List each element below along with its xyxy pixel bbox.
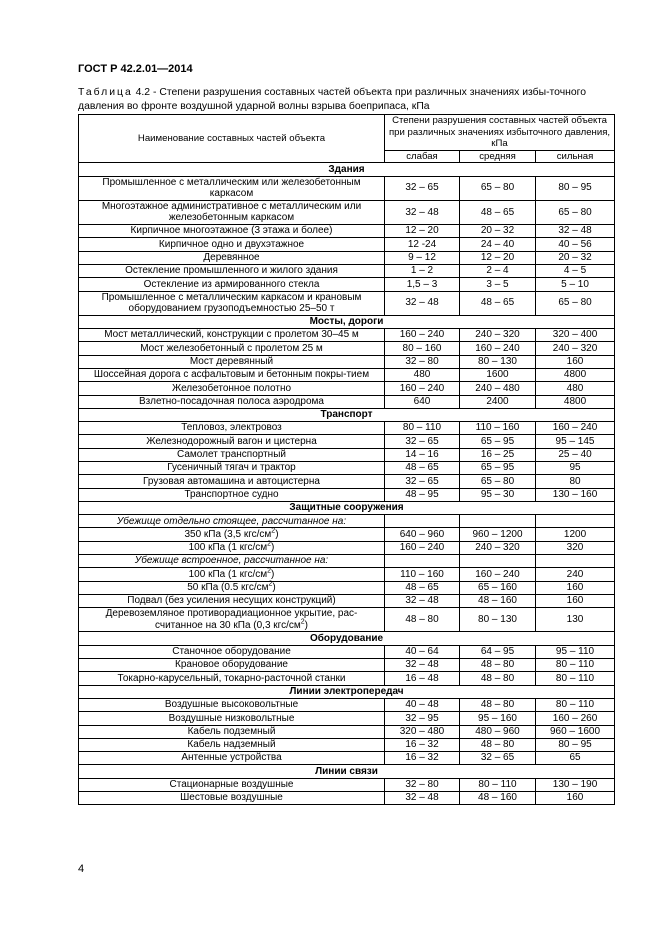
destruction-table (78, 114, 615, 805)
value-medium: 16 – 25 (460, 448, 536, 461)
section-header-row (79, 408, 615, 421)
value-medium: 32 – 65 (460, 752, 536, 765)
object-name-cell (79, 382, 385, 395)
table-row (79, 594, 615, 607)
value-medium: 64 – 95 (460, 645, 536, 658)
value-strong: 95 – 110 (536, 645, 615, 658)
value-strong: 80 – 110 (536, 698, 615, 711)
value-medium: 65 – 95 (460, 461, 536, 474)
unit-closing: ) (304, 619, 309, 631)
value-strong: 160 – 240 (536, 422, 615, 435)
table-row (79, 355, 615, 368)
section-title: Мосты, дороги (79, 315, 615, 328)
value-weak: 32 – 48 (385, 200, 460, 224)
unit-superscript: 2 (271, 527, 276, 535)
value-medium: 960 – 1200 (460, 528, 536, 541)
table-row (79, 541, 615, 554)
table-row (79, 422, 615, 435)
object-name-cell (79, 712, 385, 725)
object-name: Токарно-карусельный, токарно-расточной станки (117, 672, 346, 684)
object-name-cell (79, 752, 385, 765)
value-weak: 32 – 95 (385, 712, 460, 725)
column-header-name: Наименование составных частей объекта (79, 115, 385, 163)
object-name-cell (79, 448, 385, 461)
value-strong: 65 – 80 (536, 291, 615, 315)
value-strong: 320 – 400 (536, 329, 615, 342)
section-title: Здания (79, 163, 615, 176)
table-row (79, 672, 615, 685)
object-name: Стационарные воздушные (169, 779, 294, 791)
value-medium: 65 – 160 (460, 581, 536, 594)
object-name: Подвал (без усиления несущих конструкций) (127, 595, 336, 607)
document-header: ГОСТ Р 42.2.01—2014 (78, 63, 193, 75)
value-strong: 80 – 95 (536, 176, 615, 200)
value-medium: 12 – 20 (460, 251, 536, 264)
object-name: Грузовая автомашина и автоцистерна (143, 475, 320, 487)
value-medium: 48 – 160 (460, 792, 536, 805)
table-row (79, 778, 615, 791)
object-name-cell (79, 329, 385, 342)
object-name-cell (79, 608, 385, 632)
column-header-strong: сильная (536, 150, 615, 163)
value-weak: 640 – 960 (385, 528, 460, 541)
value-strong: 960 – 1600 (536, 725, 615, 738)
value-weak: 48 – 95 (385, 488, 460, 501)
section-header-row (79, 501, 615, 514)
object-name: Мост деревянный (189, 355, 274, 367)
table-row (79, 752, 615, 765)
object-name: Антенные устройства (181, 752, 282, 764)
unit-superscript: 2 (267, 540, 272, 548)
object-name-cell (79, 594, 385, 607)
section-title: Транспорт (79, 408, 615, 421)
object-name: Крановое оборудование (175, 659, 288, 671)
value-medium: 160 – 240 (460, 342, 536, 355)
value-medium: 48 – 80 (460, 738, 536, 751)
value-weak: 16 – 48 (385, 672, 460, 685)
object-name: Кирпичное многоэтажное (3 этажа и более) (130, 225, 333, 237)
value-weak: 32 – 48 (385, 594, 460, 607)
object-name-cell (79, 581, 385, 594)
value-weak: 14 – 16 (385, 448, 460, 461)
empty-cell (385, 515, 460, 528)
caption-word: Таблица (78, 87, 133, 98)
table-row (79, 395, 615, 408)
object-name-cell (79, 738, 385, 751)
object-name: Взлетно-посадочная полоса аэродрома (139, 395, 324, 407)
value-medium: 110 – 160 (460, 422, 536, 435)
empty-cell (536, 555, 615, 568)
value-weak: 48 – 65 (385, 581, 460, 594)
table-row (79, 251, 615, 264)
value-strong: 80 – 95 (536, 738, 615, 751)
value-strong: 65 (536, 752, 615, 765)
value-strong: 160 (536, 792, 615, 805)
value-weak: 48 – 65 (385, 461, 460, 474)
unit-closing: ) (275, 528, 279, 540)
value-medium: 48 – 80 (460, 672, 536, 685)
table-row (79, 264, 615, 277)
value-medium: 240 – 320 (460, 541, 536, 554)
section-header-row (79, 632, 615, 645)
value-medium: 80 – 110 (460, 778, 536, 791)
unit-superscript: 2 (267, 567, 272, 575)
section-title: Линии электропередач (79, 685, 615, 698)
object-name-cell (79, 355, 385, 368)
value-weak: 32 – 48 (385, 659, 460, 672)
value-medium: 480 – 960 (460, 725, 536, 738)
table-row (79, 608, 615, 632)
value-medium: 95 – 30 (460, 488, 536, 501)
object-name-cell (79, 264, 385, 277)
object-name-cell (79, 672, 385, 685)
object-name-cell (79, 778, 385, 791)
value-weak: 32 – 48 (385, 291, 460, 315)
unit-closing: ) (272, 582, 276, 593)
section-header-row (79, 315, 615, 328)
object-name-cell (79, 225, 385, 238)
value-strong: 95 (536, 461, 615, 474)
value-strong: 160 (536, 594, 615, 607)
value-strong: 40 – 56 (536, 238, 615, 251)
object-name: Шестовые воздушные (180, 792, 283, 804)
object-name-cell (79, 342, 385, 355)
table-row (79, 176, 615, 200)
table-row (79, 200, 615, 224)
object-name: 100 кПа (1 кгс/см (188, 568, 268, 580)
value-strong: 130 – 190 (536, 778, 615, 791)
object-name: Промышленное с металлическим или железобетонным каркасом (102, 176, 361, 200)
value-weak: 1,5 – 3 (385, 278, 460, 291)
object-name: Тепловоз, электровоз (181, 422, 282, 434)
value-weak: 32 – 65 (385, 176, 460, 200)
object-name: Деревоземляное противорадиационное укрытие, рас-считанное на 30 кПа (0,3 кгс/см (105, 608, 358, 631)
value-medium: 24 – 40 (460, 238, 536, 251)
value-medium: 48 – 80 (460, 659, 536, 672)
table-row (79, 238, 615, 251)
value-strong: 5 – 10 (536, 278, 615, 291)
value-strong: 4 – 5 (536, 264, 615, 277)
unit-closing: ) (271, 542, 275, 554)
table-row (79, 581, 615, 594)
value-strong: 130 – 160 (536, 488, 615, 501)
value-strong: 1200 (536, 528, 615, 541)
value-medium: 65 – 80 (460, 176, 536, 200)
object-name: 50 кПа (0.5 кгс/см (187, 582, 269, 593)
table-row (79, 488, 615, 501)
value-strong: 320 (536, 541, 615, 554)
column-header-medium: средняя (460, 150, 536, 163)
value-strong: 240 (536, 568, 615, 581)
object-name: Транспортное судно (184, 488, 279, 500)
object-name: Железобетонное полотно (171, 382, 292, 394)
value-weak: 32 – 80 (385, 778, 460, 791)
object-name-cell (79, 528, 385, 541)
value-weak: 80 – 160 (385, 342, 460, 355)
object-name-cell (79, 368, 385, 381)
value-medium: 240 – 320 (460, 329, 536, 342)
table-row (79, 342, 615, 355)
subsection-title: Убежище встроенное, рассчитанное на: (79, 555, 385, 568)
subsection-title: Убежище отдельно стоящее, рассчитанное на: (79, 515, 385, 528)
table-row (79, 329, 615, 342)
object-name-cell (79, 422, 385, 435)
table-row (79, 461, 615, 474)
object-name: Кабель подземный (187, 725, 276, 737)
value-medium: 80 – 130 (460, 355, 536, 368)
unit-superscript: 2 (300, 618, 305, 626)
object-name-cell (79, 395, 385, 408)
object-name-cell (79, 251, 385, 264)
object-name-cell (79, 475, 385, 488)
value-strong: 480 (536, 382, 615, 395)
value-medium: 65 – 80 (460, 475, 536, 488)
section-title: Оборудование (79, 632, 615, 645)
value-strong: 160 (536, 581, 615, 594)
object-name: 350 кПа (3,5 кгс/см (184, 528, 272, 540)
section-header-row (79, 685, 615, 698)
object-name-cell (79, 200, 385, 224)
table-row (79, 278, 615, 291)
section-title: Линии связи (79, 765, 615, 778)
value-medium: 20 – 32 (460, 225, 536, 238)
value-strong: 130 (536, 608, 615, 632)
table-row (79, 448, 615, 461)
value-medium: 240 – 480 (460, 382, 536, 395)
value-medium: 2 – 4 (460, 264, 536, 277)
object-name-cell (79, 541, 385, 554)
section-header-row (79, 765, 615, 778)
object-name: Кабель надземный (187, 739, 276, 751)
value-weak: 32 – 65 (385, 475, 460, 488)
value-strong: 80 (536, 475, 615, 488)
empty-cell (536, 515, 615, 528)
section-header-row (79, 163, 615, 176)
value-medium: 48 – 65 (460, 291, 536, 315)
object-name: Станочное оборудование (172, 646, 291, 658)
object-name-cell (79, 176, 385, 200)
value-medium: 65 – 95 (460, 435, 536, 448)
empty-cell (460, 515, 536, 528)
table-row (79, 792, 615, 805)
table-row (79, 698, 615, 711)
table-row (79, 568, 615, 581)
table-row (79, 225, 615, 238)
value-strong: 25 – 40 (536, 448, 615, 461)
value-weak: 40 – 64 (385, 645, 460, 658)
object-name: Мост железобетонный с пролетом 25 м (140, 342, 323, 354)
value-medium: 48 – 80 (460, 698, 536, 711)
table-row (79, 435, 615, 448)
empty-cell (460, 555, 536, 568)
subsection-row (79, 515, 615, 528)
value-weak: 12 -24 (385, 238, 460, 251)
object-name: Остекление промышленного и жилого здания (125, 265, 338, 277)
column-header-group: Степени разрушения составных частей объекта при различных значениях избыточного давления, кПа (385, 115, 615, 151)
value-weak: 16 – 32 (385, 752, 460, 765)
value-weak: 32 – 80 (385, 355, 460, 368)
empty-cell (385, 555, 460, 568)
object-name-cell (79, 488, 385, 501)
object-name: Самолет транспортный (177, 449, 286, 461)
table-row (79, 382, 615, 395)
value-strong: 160 (536, 355, 615, 368)
value-medium: 1600 (460, 368, 536, 381)
value-strong: 240 – 320 (536, 342, 615, 355)
object-name: Промышленное с металлическим каркасом и крановым оборудованием грузоподъемностью 25–50 т (101, 291, 362, 315)
object-name: Воздушные высоковольтные (164, 699, 299, 711)
value-weak: 40 – 48 (385, 698, 460, 711)
object-name: Воздушные низковольтные (168, 712, 295, 724)
value-weak: 640 (385, 395, 460, 408)
object-name-cell (79, 291, 385, 315)
value-weak: 1 – 2 (385, 264, 460, 277)
value-weak: 160 – 240 (385, 541, 460, 554)
value-weak: 80 – 110 (385, 422, 460, 435)
object-name: Шоссейная дорога с асфальтовым и бетонным покры-тием (93, 369, 370, 381)
value-strong: 20 – 32 (536, 251, 615, 264)
table-row (79, 712, 615, 725)
value-weak: 160 – 240 (385, 382, 460, 395)
object-name: 100 кПа (1 кгс/см (188, 542, 268, 554)
value-strong: 80 – 110 (536, 659, 615, 672)
object-name: Многоэтажное административное с металлическим или железобетонным каркасом (101, 200, 362, 224)
value-weak: 32 – 48 (385, 792, 460, 805)
object-name-cell (79, 461, 385, 474)
table-row (79, 368, 615, 381)
value-weak: 160 – 240 (385, 329, 460, 342)
object-name: Деревянное (203, 251, 260, 263)
object-name: Остекление из армированного стекла (143, 278, 320, 290)
value-strong: 95 – 145 (536, 435, 615, 448)
value-weak: 48 – 80 (385, 608, 460, 632)
value-medium: 160 – 240 (460, 568, 536, 581)
object-name-cell (79, 568, 385, 581)
value-strong: 4800 (536, 395, 615, 408)
table-row (79, 659, 615, 672)
object-name-cell (79, 659, 385, 672)
object-name-cell (79, 645, 385, 658)
unit-closing: ) (271, 568, 275, 580)
value-medium: 48 – 65 (460, 200, 536, 224)
value-medium: 95 – 160 (460, 712, 536, 725)
value-strong: 32 – 48 (536, 225, 615, 238)
object-name-cell (79, 698, 385, 711)
value-weak: 9 – 12 (385, 251, 460, 264)
table-row (79, 725, 615, 738)
value-weak: 16 – 32 (385, 738, 460, 751)
section-title: Защитные сооружения (79, 501, 615, 514)
object-name-cell (79, 725, 385, 738)
object-name: Кирпичное одно и двухэтажное (158, 238, 305, 250)
unit-superscript: 2 (268, 580, 273, 588)
caption-text: 4.2 - Степени разрушения составных частей объекта при различных значениях избы-точного давления во фронте воздушной ударной волны взрыва боеприпаса, кПа (78, 87, 586, 112)
page-number: 4 (78, 863, 85, 875)
table-caption (78, 86, 615, 114)
value-strong: 160 – 260 (536, 712, 615, 725)
value-medium: 80 – 130 (460, 608, 536, 632)
value-strong: 80 – 110 (536, 672, 615, 685)
table-row (79, 645, 615, 658)
value-weak: 480 (385, 368, 460, 381)
value-weak: 32 – 65 (385, 435, 460, 448)
table-row (79, 475, 615, 488)
table-row (79, 291, 615, 315)
object-name-cell (79, 792, 385, 805)
value-weak: 320 – 480 (385, 725, 460, 738)
table-row (79, 528, 615, 541)
value-weak: 110 – 160 (385, 568, 460, 581)
object-name-cell (79, 278, 385, 291)
value-weak: 12 – 20 (385, 225, 460, 238)
object-name-cell (79, 238, 385, 251)
value-medium: 48 – 160 (460, 594, 536, 607)
object-name-cell (79, 435, 385, 448)
table-body (79, 163, 615, 805)
object-name: Мост металлический, конструкции с пролетом 30–45 м (104, 329, 359, 341)
value-medium: 3 – 5 (460, 278, 536, 291)
value-strong: 65 – 80 (536, 200, 615, 224)
object-name: Железнодорожный вагон и цистерна (146, 435, 317, 447)
column-header-weak: слабая (385, 150, 460, 163)
value-medium: 2400 (460, 395, 536, 408)
value-strong: 4800 (536, 368, 615, 381)
table-row (79, 738, 615, 751)
object-name: Гусеничный тягач и трактор (167, 462, 296, 474)
subsection-row (79, 555, 615, 568)
